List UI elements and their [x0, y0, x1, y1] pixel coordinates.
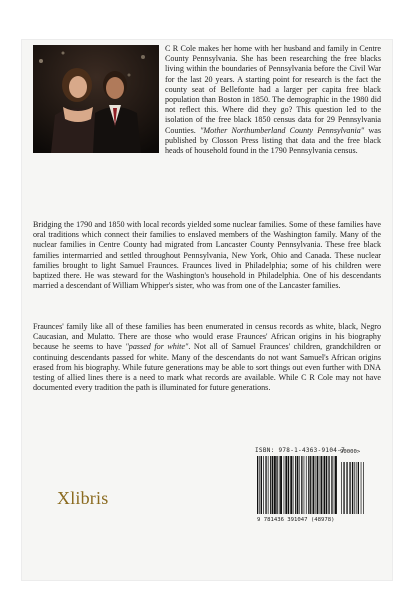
barcode-addon-bar — [349, 462, 350, 514]
barcode-bar — [310, 456, 311, 514]
barcode-bar — [285, 456, 287, 514]
barcode-bar — [276, 456, 277, 514]
barcode-bar — [261, 456, 262, 514]
barcode-addon-bar — [356, 462, 357, 514]
barcode-addon-bar — [354, 462, 355, 514]
bio-paragraph-3 — [33, 322, 381, 393]
barcode-bar — [306, 456, 307, 514]
barcode-addon-bar — [346, 462, 347, 514]
barcode-bar — [295, 456, 296, 514]
barcode-bar — [335, 456, 337, 514]
barcode-bar — [328, 456, 329, 514]
barcode-bar — [301, 456, 302, 514]
bio-paragraph-3-end: . Not all of Samuel Fraunces' children, grandchildren or continuing descendants passed for white. Many of the descendants do not want Samuel's African origins erased from his biography. While future generations may be able to sort things out even further with DNA testing of allied lines there is a need to mark what records are available. While C R Cole may not have documented every tradition the path is illuminated for future generations. — [33, 342, 381, 393]
barcode-bar — [268, 456, 269, 514]
barcode-bar — [280, 456, 282, 514]
bio-paragraph-1-end: was published by Closson Press listing that data and the free black heads of household found in the 1790 Pennsylvania census. — [165, 125, 381, 156]
barcode-addon: 90000> — [340, 449, 361, 455]
barcode-bar — [293, 456, 294, 514]
barcode-bar — [319, 456, 320, 514]
passed-for-white-quote: "passed for white" — [125, 342, 189, 352]
barcode-addon-bar — [358, 462, 359, 514]
barcode-addon-bar — [363, 462, 364, 514]
barcode-bar — [263, 456, 264, 514]
barcode-bar — [288, 456, 289, 514]
bio-paragraph-2-text: Bridging the 1790 and 1850 with local records yielded some nuclear families. Some of these families have oral traditions which connect their families to enslaved members of the Washington family. Many of the nuclear families in Centre County had migrated from Lancaster County Pennsylvania. These free black families intermarried and settled throughout Pennsylvania, New York, Ohio and Canada. These nuclear families brought to light Samuel Fraunces. Fraunces lived in Philadelphia; some of his children were baptized there. He was steward for the Washington's household in Philadelphia. One of his descendants married a descendant of William Whipper's sister, who was from one of the Lancaster families. — [33, 220, 381, 291]
barcode — [257, 456, 367, 526]
bio-paragraph-1 — [33, 44, 381, 156]
barcode-bar — [284, 456, 285, 514]
barcode-bar — [316, 456, 317, 514]
book-title-quote: "Mother Northumberland County Pennsylvania" — [200, 125, 365, 135]
barcode-bar — [272, 456, 273, 514]
barcode-bar — [308, 456, 309, 514]
barcode-bar — [279, 456, 280, 514]
barcode-bars — [257, 456, 367, 514]
barcode-bar — [324, 456, 326, 514]
barcode-bar — [317, 456, 318, 514]
barcode-digits: 9 781436 391047 — [257, 517, 308, 523]
barcode-price-code: (48978) — [310, 517, 335, 523]
barcode-digits-line — [257, 517, 334, 523]
barcode-bar — [313, 456, 315, 514]
barcode-bar — [331, 456, 332, 514]
barcode-addon-bar — [352, 462, 353, 514]
barcode-bar — [265, 456, 266, 514]
isbn-label: ISBN: 978-1-4363-9104-7 — [255, 447, 345, 454]
bio-paragraph-3-start: Fraunces' family like all of these families has been enumerated in census records as white, black, Negro Caucasian, and Mulatto. There are those who would erase Fraunces' African origins in his biography because he seems to have — [33, 322, 381, 352]
barcode-addon-bar — [341, 462, 342, 514]
barcode-addon-bar — [343, 462, 344, 514]
barcode-bar — [326, 456, 327, 514]
barcode-addon-bar — [361, 462, 362, 514]
barcode-bar — [270, 456, 271, 514]
bio-paragraph-2 — [33, 220, 381, 291]
barcode-bar — [257, 456, 258, 514]
barcode-bar — [321, 456, 323, 514]
barcode-bar — [274, 456, 276, 514]
bio-paragraph-1-start: C R Cole makes her home with her husband and family in Centre County Pennsylvania. She has been researching the free blacks living within the boundaries of Pennsylvania before the Civil War for the last 20 years. A starting point for research is the fact the county seat of Bellefonte had a larger per capita free black population than Boston in 1850. The demographic in the 1980 did not reflect this. Where did they go? This question led to the isolation of the free black 1850 census data for 29 Pennsylvania Counties. — [165, 44, 381, 135]
barcode-bar — [299, 456, 300, 514]
barcode-bar — [304, 456, 305, 514]
barcode-bar — [259, 456, 260, 514]
barcode-bar — [334, 456, 335, 514]
publisher-logo: Xlibris — [57, 488, 109, 508]
barcode-bar — [297, 456, 298, 514]
barcode-bar — [290, 456, 292, 514]
